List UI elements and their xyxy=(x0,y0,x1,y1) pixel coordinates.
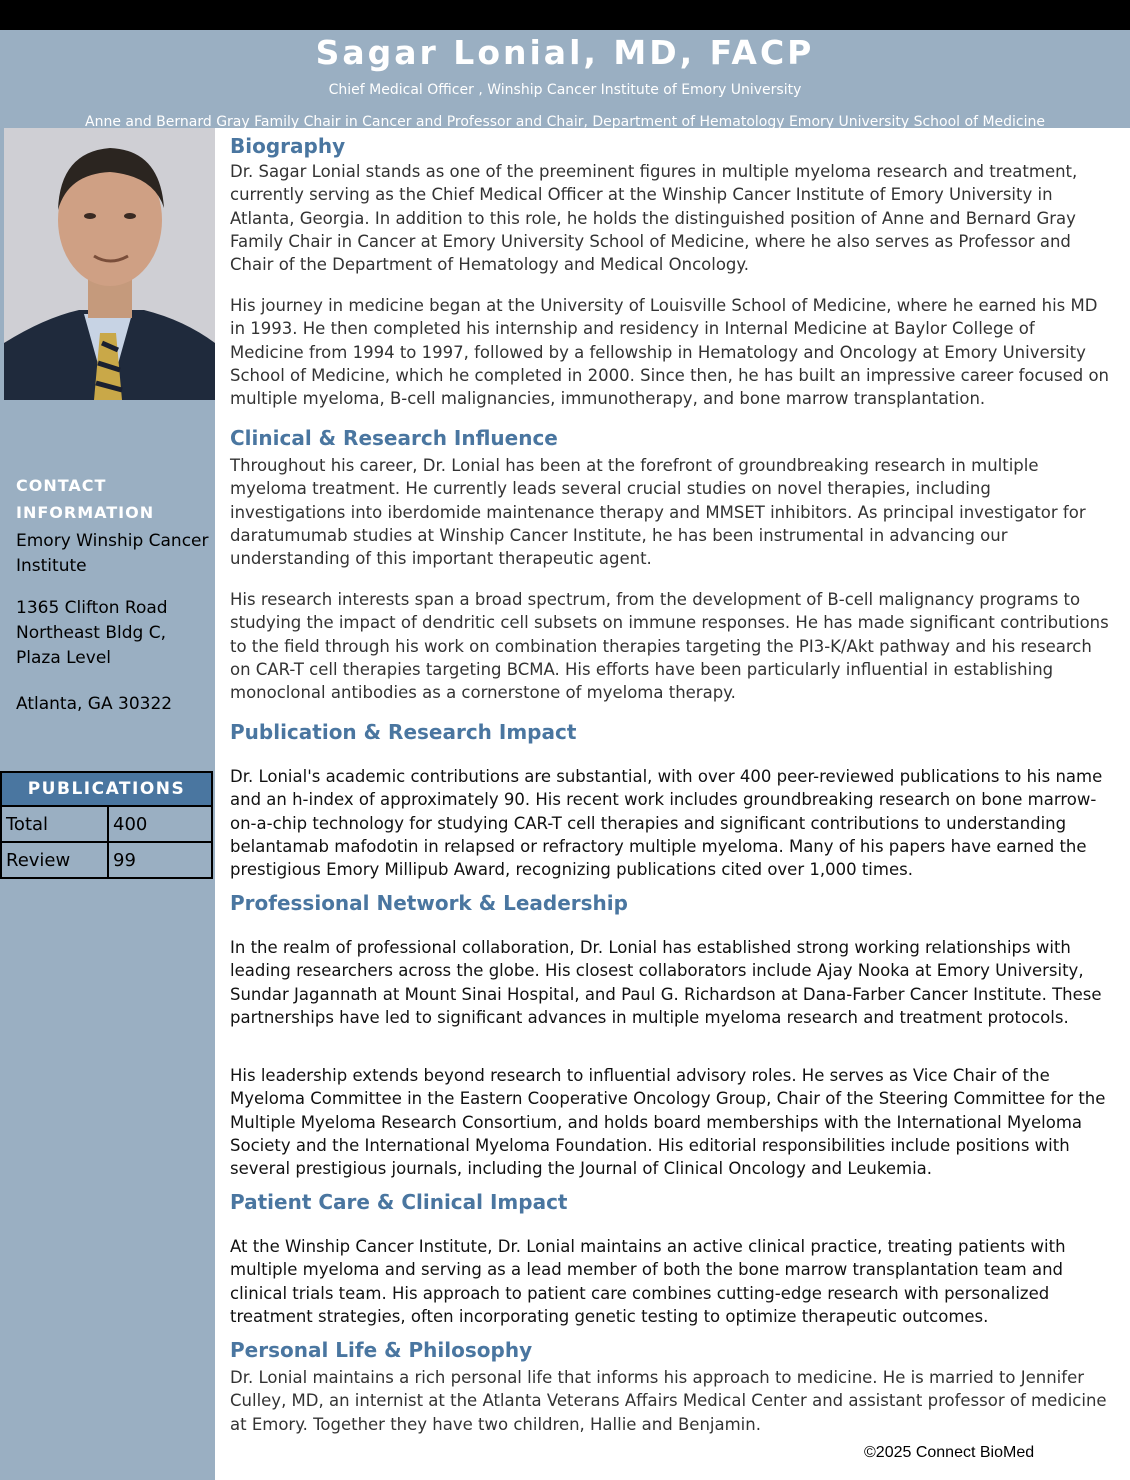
biography-paragraph-2: His journey in medicine began at the University of Louisville School of Medicine, where he earned his MD in 1993. He then completed his internship and residency in Internal Medicine at Baylor College of Medicine from 1994 to 1997, followed by a fellowship in Hematology and Oncology at Emory University School of Medicine, which he completed in 2000. Since then, he has built an impressive career focused on multiple myeloma, B-cell malignancies, immunotherapy, and bone marrow transplantation. xyxy=(230,296,1110,409)
network-paragraph-1: In the realm of professional collaboration, Dr. Lonial has established strong working relationships with leading researchers across the globe. His closest collaborators include Ajay Nooka at Emory University, Sundar Jagannath at Mount Sinai Hospital, and Paul G. Richardson at Dana-Farber Cancer Institute. These partnerships have led to significant advances in multiple myeloma research and treatment protocols. xyxy=(230,938,1102,1027)
profile-title-secondary: Anne and Bernard Gray Family Chair in Cancer and Professor and Chair, Department of Hematology Emory University School of Medicine xyxy=(85,114,1045,128)
publication-heading: Publication & Research Impact xyxy=(230,720,577,744)
profile-name: Sagar Lonial, MD, FACP xyxy=(315,33,815,72)
table-row xyxy=(1,842,212,878)
personal-paragraph-1: Dr. Lonial maintains a rich personal life that informs his approach to medicine. He is married to Jennifer Culley, MD, an internist at the Atlanta Veterans Affairs Medical Center and assistant professor of medicine at Emory. Together they have two children, Hallie and Benjamin. xyxy=(230,1368,1107,1434)
publications-heading: PUBLICATIONS xyxy=(1,772,212,806)
top-black-bar xyxy=(0,0,1130,30)
clinical-heading: Clinical & Research Influence xyxy=(230,426,558,450)
personal-heading: Personal Life & Philosophy xyxy=(230,1338,533,1362)
contact-city: Atlanta, GA 30322 xyxy=(16,694,173,714)
publication-paragraph-1: Dr. Lonial's academic contributions are substantial, with over 400 peer-reviewed publications to his name and an h-index of approximately 90. His recent work includes groundbreaking research on bone marrow-on-a-chip technology for studying CAR-T cell therapies and significant contributions to understanding belantamab mafodotin in relapsed or refractory multiple myeloma. Many of his papers have earned the prestigious Emory Millipub Award, recognizing publications cited over 1,000 times. xyxy=(230,767,1103,880)
publications-review-label: Review xyxy=(1,842,108,878)
patient-paragraph-1: At the Winship Cancer Institute, Dr. Lonial maintains an active clinical practice, treating patients with multiple myeloma and serving as a lead member of both the bone marrow transplantation team and clinical trials team. His approach to patient care combines cutting-edge research with personalized treatment strategies, often incorporating genetic testing to optimize therapeutic outcomes. xyxy=(230,1237,1066,1326)
patient-heading: Patient Care & Clinical Impact xyxy=(230,1190,568,1214)
clinical-paragraph-1: Throughout his career, Dr. Lonial has been at the forefront of groundbreaking research in multiple myeloma treatment. He currently leads several crucial studies on novel therapies, including investigations into iberdomide maintenance therapy and MMSET inhibitors. As principal investigator for daratumumab studies at Winship Cancer Institute, he has been instrumental in advancing our understanding of this important therapeutic agent. xyxy=(230,456,1086,569)
network-paragraph-2: His leadership extends beyond research to influential advisory roles. He serves as Vice Chair of the Myeloma Committee in the Eastern Cooperative Oncology Group, Chair of the Steering Committee for the Multiple Myeloma Research Consortium, and holds board memberships with the International Myeloma Society and the International Myeloma Foundation. His editorial responsibilities include positions with several prestigious journals, including the Journal of Clinical Oncology and Leukemia. xyxy=(230,1066,1106,1179)
publications-total-value: 400 xyxy=(108,806,212,842)
profile-header xyxy=(0,30,1130,128)
table-row xyxy=(1,806,212,842)
biography-paragraph-1: Dr. Sagar Lonial stands as one of the preeminent figures in multiple myeloma research and treatment, currently serving as the Chief Medical Officer at the Winship Cancer Institute of Emory University in Atlanta, Georgia. In addition to this role, he holds the distinguished position of Anne and Bernard Gray Family Chair in Cancer at Emory University School of Medicine, where he also serves as Professor and Chair of the Department of Hematology and Medical Oncology. xyxy=(230,162,1078,275)
copyright-footer: ©2025 Connect BioMed xyxy=(864,1444,1035,1461)
biography-heading: Biography xyxy=(230,134,346,158)
contact-institution: Emory Winship Cancer Institute xyxy=(16,531,209,576)
network-heading: Professional Network & Leadership xyxy=(230,891,628,915)
profile-title-primary: Chief Medical Officer , Winship Cancer Institute of Emory University xyxy=(328,82,802,98)
clinical-paragraph-2: His research interests span a broad spectrum, from the development of B-cell malignancy programs to studying the impact of dendritic cell subsets on immune responses. He has made significant contributions to the field through his work on combination therapies targeting the PI3-K/Akt pathway and his research on CAR-T cell therapies targeting BCMA. His efforts have been particularly influential in establishing monoclonal antibodies as a cornerstone of myeloma therapy. xyxy=(230,590,1109,703)
publications-table xyxy=(0,771,213,879)
sidebar xyxy=(0,128,215,1480)
publications-review-value: 99 xyxy=(108,842,212,878)
contact-address: 1365 Clifton Road Northeast Bldg C, Plaza Level xyxy=(16,598,168,668)
profile-photo xyxy=(4,128,215,400)
contact-heading: CONTACT INFORMATION xyxy=(16,476,155,522)
publications-total-label: Total xyxy=(1,806,108,842)
